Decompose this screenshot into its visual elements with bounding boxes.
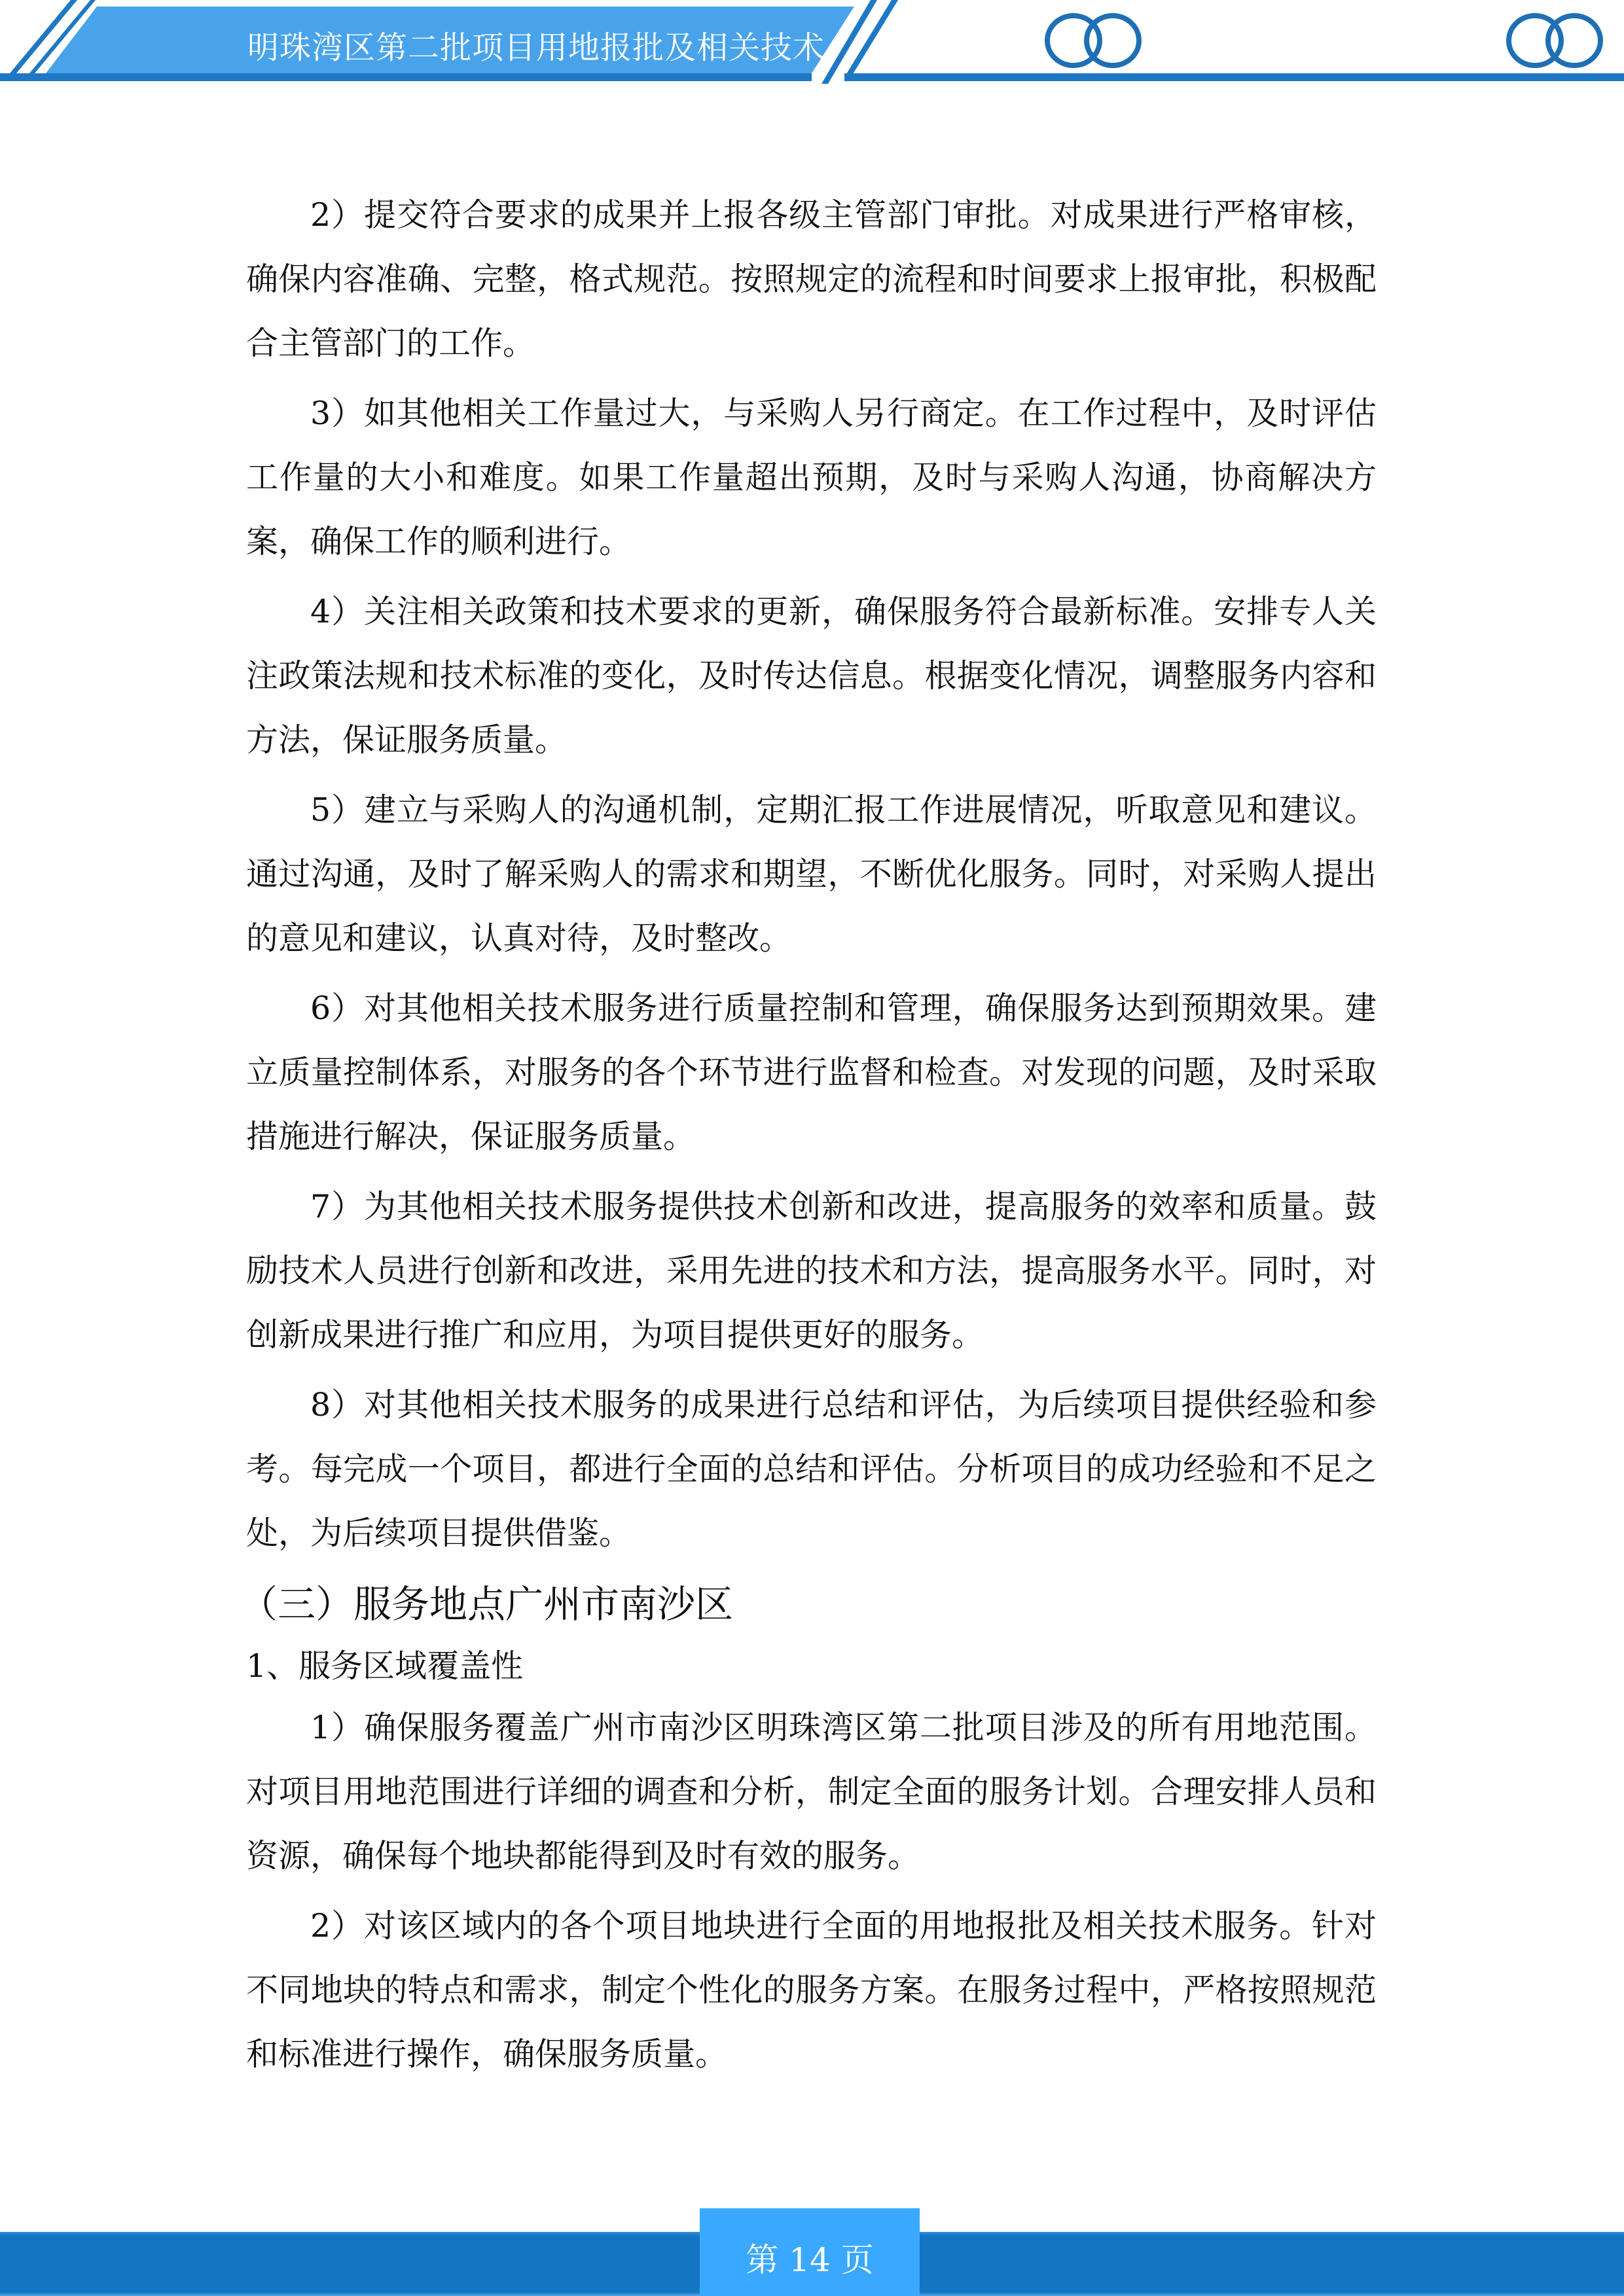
paragraph: 3）如其他相关工作量过大，与采购人另行商定。在工作过程中，及时评估工作量的大小和难度。如果工作量超出预期，及时与采购人沟通，协商解决方案，确保工作的顺利进行。 — [246, 395, 1377, 560]
paragraph: 1）确保服务覆盖广州市南沙区明珠湾区第二批项目涉及的所有用地范围。对项目用地范围进行详细的调查和分析，制定全面的服务计划。合理安排人员和资源，确保每个地块都能得到及时有效的服务。 — [246, 1709, 1377, 1874]
paragraph: 4）关注相关政策和技术要求的更新，确保服务符合最新标准。安排专人关注政策法规和技术标准的变化，及时传达信息。根据变化情况，调整服务内容和方法，保证服务质量。 — [246, 593, 1377, 759]
paragraph: 7）为其他相关技术服务提供技术创新和改进，提高服务的效率和质量。鼓励技术人员进行创新和改进，采用先进的技术和方法，提高服务水平。同时，对创新成果进行推广和应用，为项目提供更好的服务。 — [246, 1188, 1377, 1354]
page-number-box — [700, 2208, 920, 2296]
rings-logo-icon — [1047, 16, 1600, 65]
subheading: 1、服务区域覆盖性 — [246, 1647, 524, 1685]
paragraph: 8）对其他相关技术服务的成果进行总结和评估，为后续项目提供经验和参考。每完成一个项目，都进行全面的总结和评估。分析项目的成功经验和不足之处，为后续项目提供借鉴。 — [246, 1386, 1377, 1552]
page-header — [0, 0, 1624, 85]
section-heading: （三）服务地点广州市南沙区 — [240, 1582, 734, 1626]
document-title: 明珠湾区第二批项目用地报批及相关技术 — [247, 29, 825, 66]
page-number: 第 14 页 — [746, 2241, 874, 2279]
page-body — [240, 183, 1377, 2092]
paragraph: 2）对该区域内的各个项目地块进行全面的用地报批及相关技术服务。针对不同地块的特点和需求，制定个性化的服务方案。在服务过程中，严格按照规范和标准进行操作，确保服务质量。 — [246, 1907, 1377, 2073]
paragraph: 5）建立与采购人的沟通机制，定期汇报工作进展情况，听取意见和建议。通过沟通，及时了解采购人的需求和期望，不断优化服务。同时，对采购人提出的意见和建议，认真对待，及时整改。 — [246, 791, 1377, 957]
paragraph: 2）提交符合要求的成果并上报各级主管部门审批。对成果进行严格审核，确保内容准确、完整，格式规范。按照规定的流程和时间要求上报审批，积极配合主管部门的工作。 — [246, 196, 1377, 362]
paragraph: 6）对其他相关技术服务进行质量控制和管理，确保服务达到预期效果。建立质量控制体系，对服务的各个环节进行监督和检查。对发现的问题，及时采取措施进行解决，保证服务质量。 — [246, 990, 1377, 1155]
